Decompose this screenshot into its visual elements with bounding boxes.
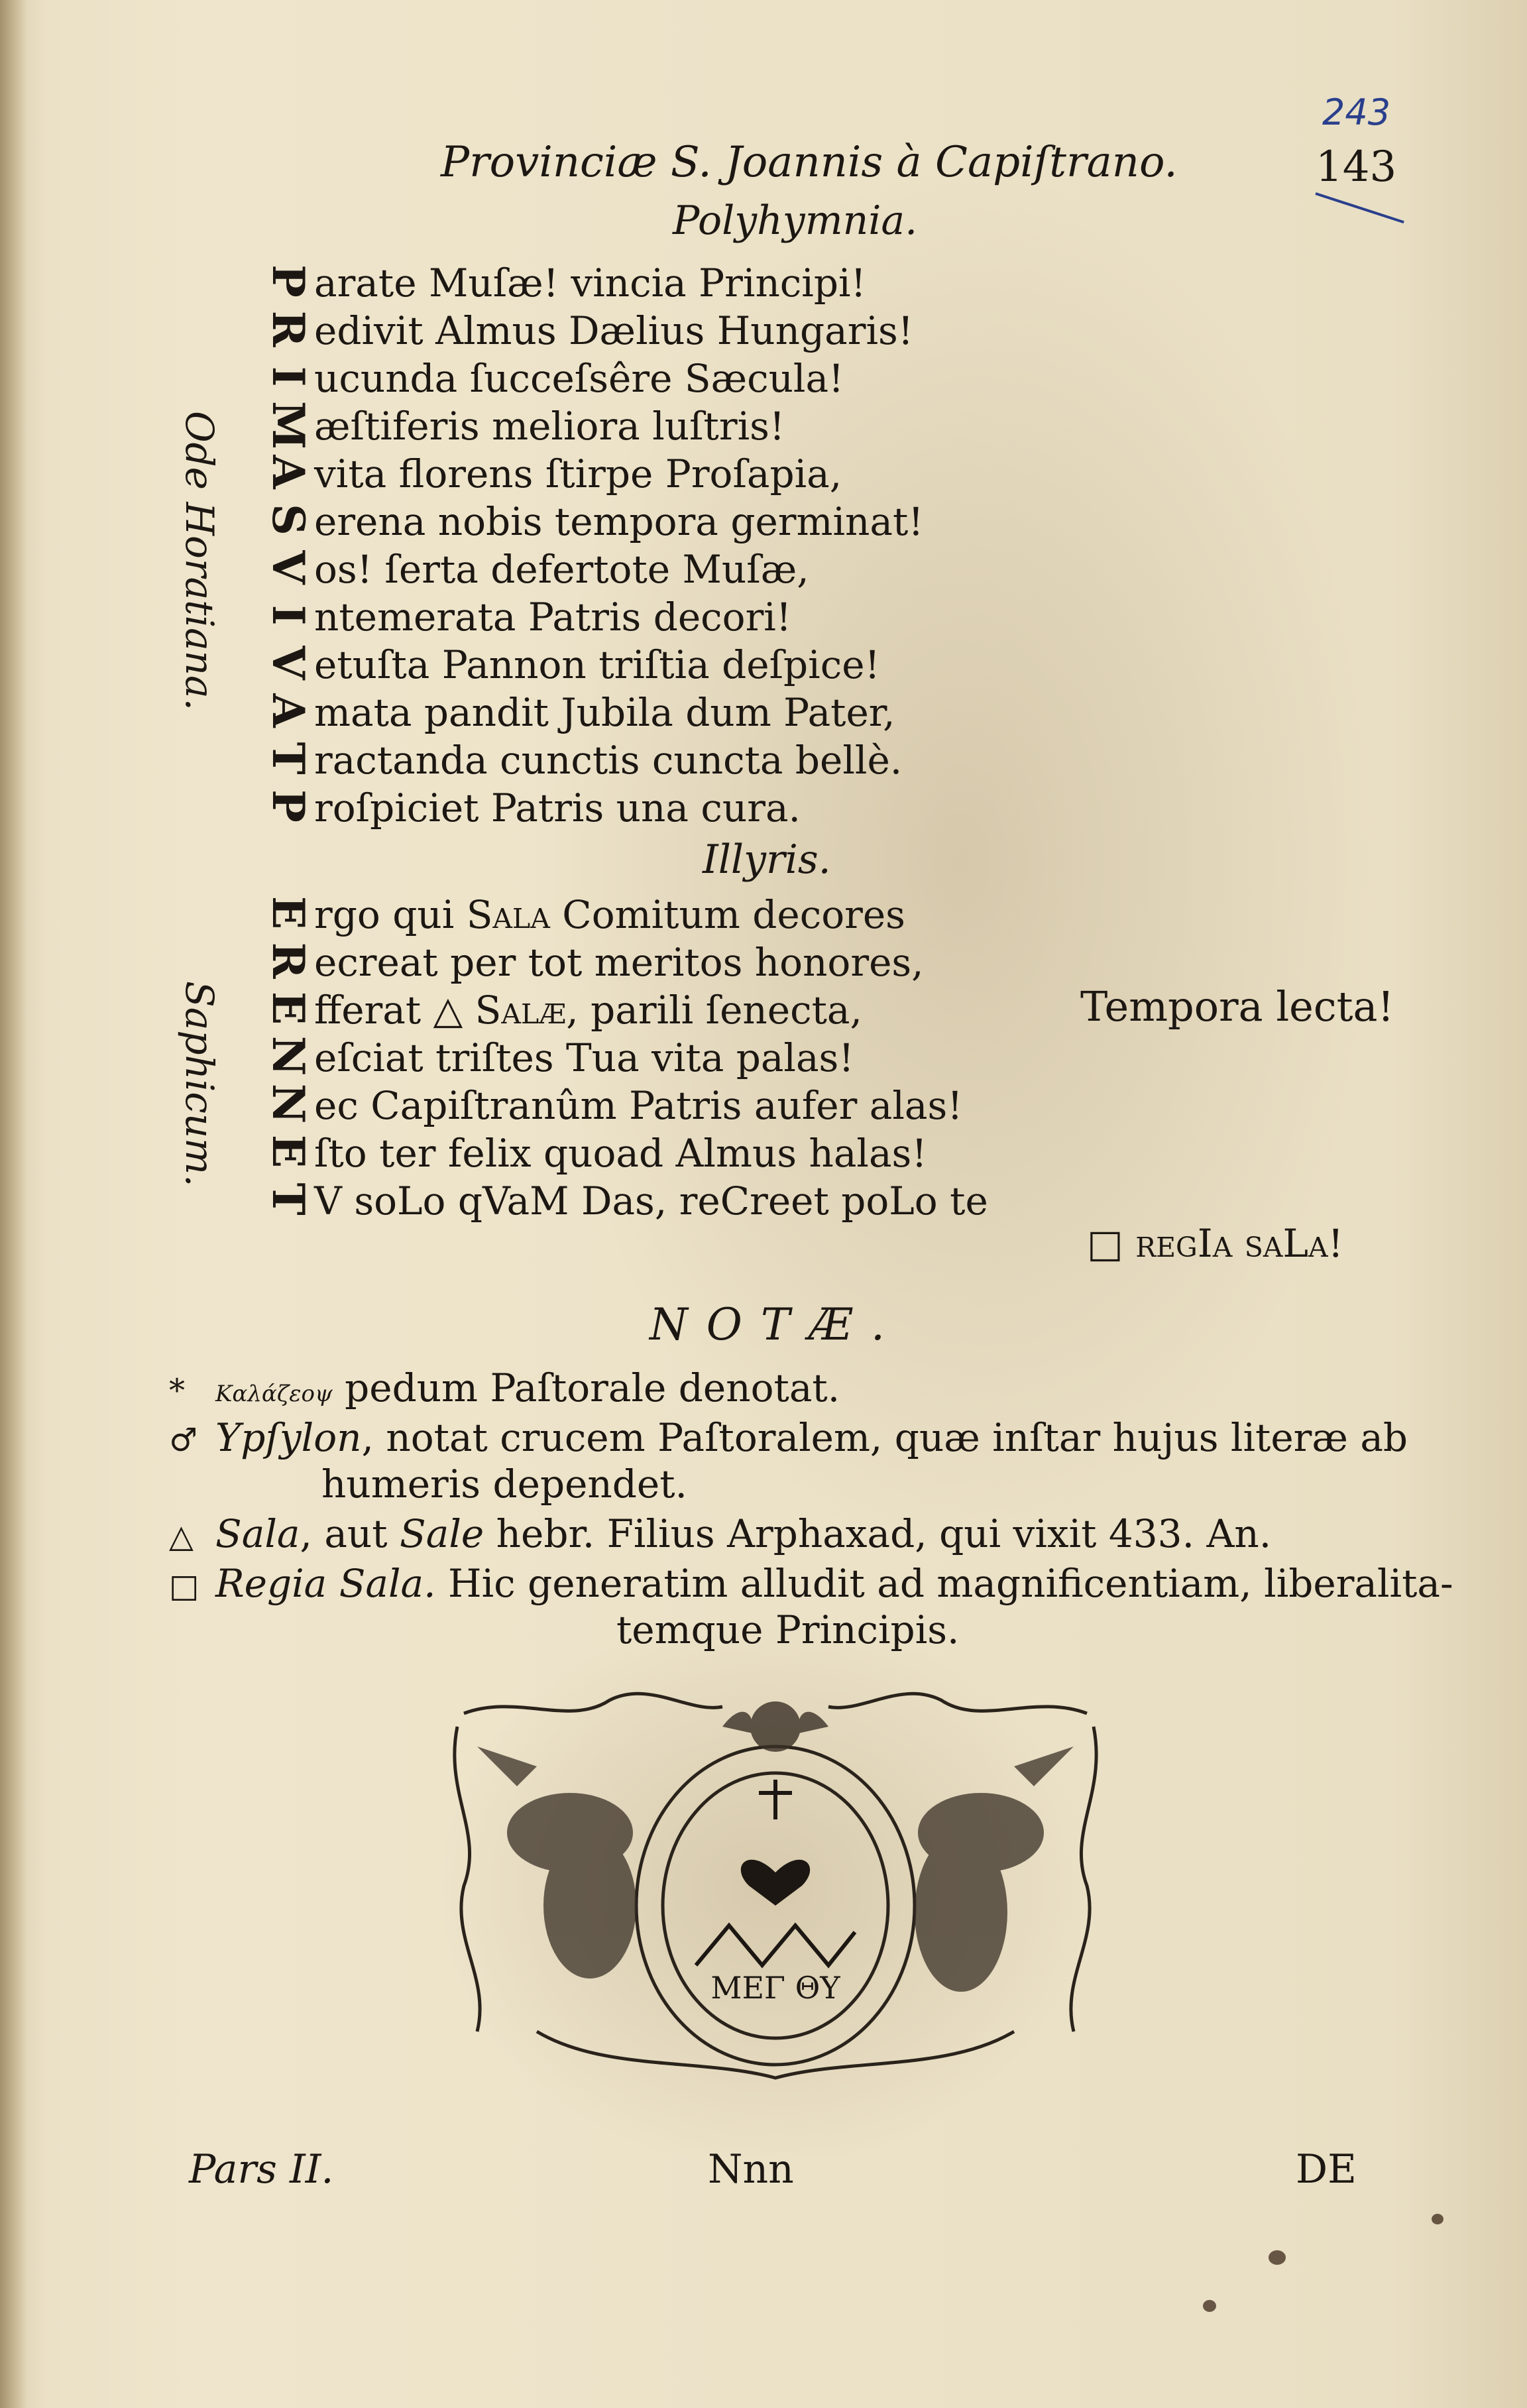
acrostic-cap: E [262, 895, 314, 930]
acrostic-cap: N [262, 1035, 314, 1076]
ornament-vignette [437, 1687, 1113, 2085]
ink-stain [1203, 2300, 1216, 2312]
verse-line: Nec Capiſtranûm Patris aufer alas! [265, 1078, 963, 1129]
verse-line: Iucunda ſucceſsêre Sæcula! [265, 351, 844, 402]
acrostic-cap: P [262, 264, 314, 298]
ink-stain [1269, 2250, 1286, 2265]
verse-line: Mæſtiferis meliora luſtris! [262, 401, 785, 450]
verse-line: Avita florens ſtirpe Proſapia, [265, 446, 842, 498]
heart-icon [741, 1860, 810, 1906]
binding-edge [0, 0, 27, 2408]
verse-line: Redivit Almus Dælius Hungaris! [265, 303, 913, 355]
verse-line: Ergo qui Sala Comitum decores [265, 887, 905, 939]
verse-line: Vetuſta Pannon triſtia deſpice! [265, 637, 880, 689]
acrostic-cap: S [262, 504, 314, 536]
acrostic-cap: V [262, 646, 314, 680]
verse-line: Serena nobis tempora germinat! [265, 494, 924, 545]
verse-line: Tractanda cunctis cuncta bellè. [265, 732, 902, 784]
note-continuation: temque Principis. [616, 1607, 960, 1652]
note-marker: □ [169, 1568, 199, 1605]
acrostic-cap: R [262, 942, 314, 979]
acrostic-cap: A [262, 455, 314, 489]
acrostic-cap: P [262, 789, 314, 823]
cross-icon [759, 1780, 792, 1819]
acrostic-cap: E [262, 991, 314, 1025]
verse-line: Proſpiciet Patris una cura. [265, 780, 801, 832]
cherub-head-icon [722, 1701, 828, 1752]
acrostic-cap: A [262, 693, 314, 728]
note-item: □ Regia Sala. Hic generatim alludit ad magnificentiam, liberalita- [169, 1561, 1453, 1606]
footer-part: Pars II. [189, 2146, 334, 2193]
ink-strike [1315, 192, 1404, 223]
acrostic-cap: R [262, 310, 314, 347]
left-angel-icon [477, 1747, 636, 1978]
verse-line: Recreat per tot meritos honores, [265, 935, 924, 986]
ornament-monogram: ΜΕΓ ΘΥ [710, 1970, 840, 2006]
note-marker: ♂ [169, 1422, 198, 1459]
verse-line: Neſciat triſtes Tua vita palas! [265, 1030, 854, 1082]
mountains-icon [696, 1925, 855, 1965]
note-marker: * [169, 1372, 185, 1409]
running-title: Provinciæ S. Joannis à Capiſtrano. [441, 138, 1178, 187]
note-item: △ Sala, aut Sale hebr. Filius Arphaxad, qui vixit 433. An. [169, 1511, 1272, 1556]
poem2-side-label: Saphicum. [177, 981, 222, 1187]
acrostic-cap: T [262, 742, 314, 775]
catchword: DE [1296, 2146, 1357, 2193]
acrostic-cap: I [262, 604, 314, 626]
notes-title: NOTÆ. [650, 1299, 903, 1350]
verse-line: Eſto ter felix quoad Almus halas! [265, 1125, 927, 1177]
handwritten-page-number: 243 [1322, 91, 1391, 133]
acrostic-cap: N [262, 1083, 314, 1124]
verse-line: Efferat △ Salæ, parili ſenecta, [265, 982, 862, 1034]
poem1-side-label: Ode Horatiana. [177, 411, 222, 711]
poem1-heading: Polyhymnia. [673, 198, 918, 244]
note-continuation: humeris dependet. [321, 1462, 687, 1507]
verse-line: Intemerata Patris decori! [265, 589, 791, 641]
acrostic-cap: V [262, 550, 314, 585]
page-number: 143 [1316, 143, 1397, 192]
signature-mark: Nnn [708, 2146, 794, 2193]
verse-line: Parate Muſæ! vincia Principi! [265, 255, 866, 307]
note-marker: △ [169, 1518, 194, 1555]
poem2-heading: Illyris. [703, 836, 831, 883]
acrostic-cap: E [262, 1134, 314, 1169]
closing-line: □ regIa saLa! [1087, 1221, 1343, 1266]
ink-stain [1432, 2214, 1443, 2224]
acrostic-cap: I [262, 366, 314, 387]
note-item: ♂ Ypſylon, notat crucem Paſtoralem, quæ inſtar hujus literæ ab [169, 1415, 1408, 1460]
note-item: * Καλάζεοψ pedum Paſtorale denotat. [169, 1365, 840, 1410]
right-angel-icon [915, 1747, 1074, 1992]
margin-note: Tempora lecta! [1080, 982, 1394, 1031]
acrostic-cap: T [262, 1182, 314, 1216]
verse-line: Amata pandit Jubila dum Pater, [265, 685, 895, 736]
verse-line: TV soLo qVaM Das, reCreet poLo te [265, 1173, 988, 1225]
acrostic-cap: M [262, 401, 314, 450]
verse-line: Vos! ſerta defertote Muſæ, [265, 542, 809, 593]
